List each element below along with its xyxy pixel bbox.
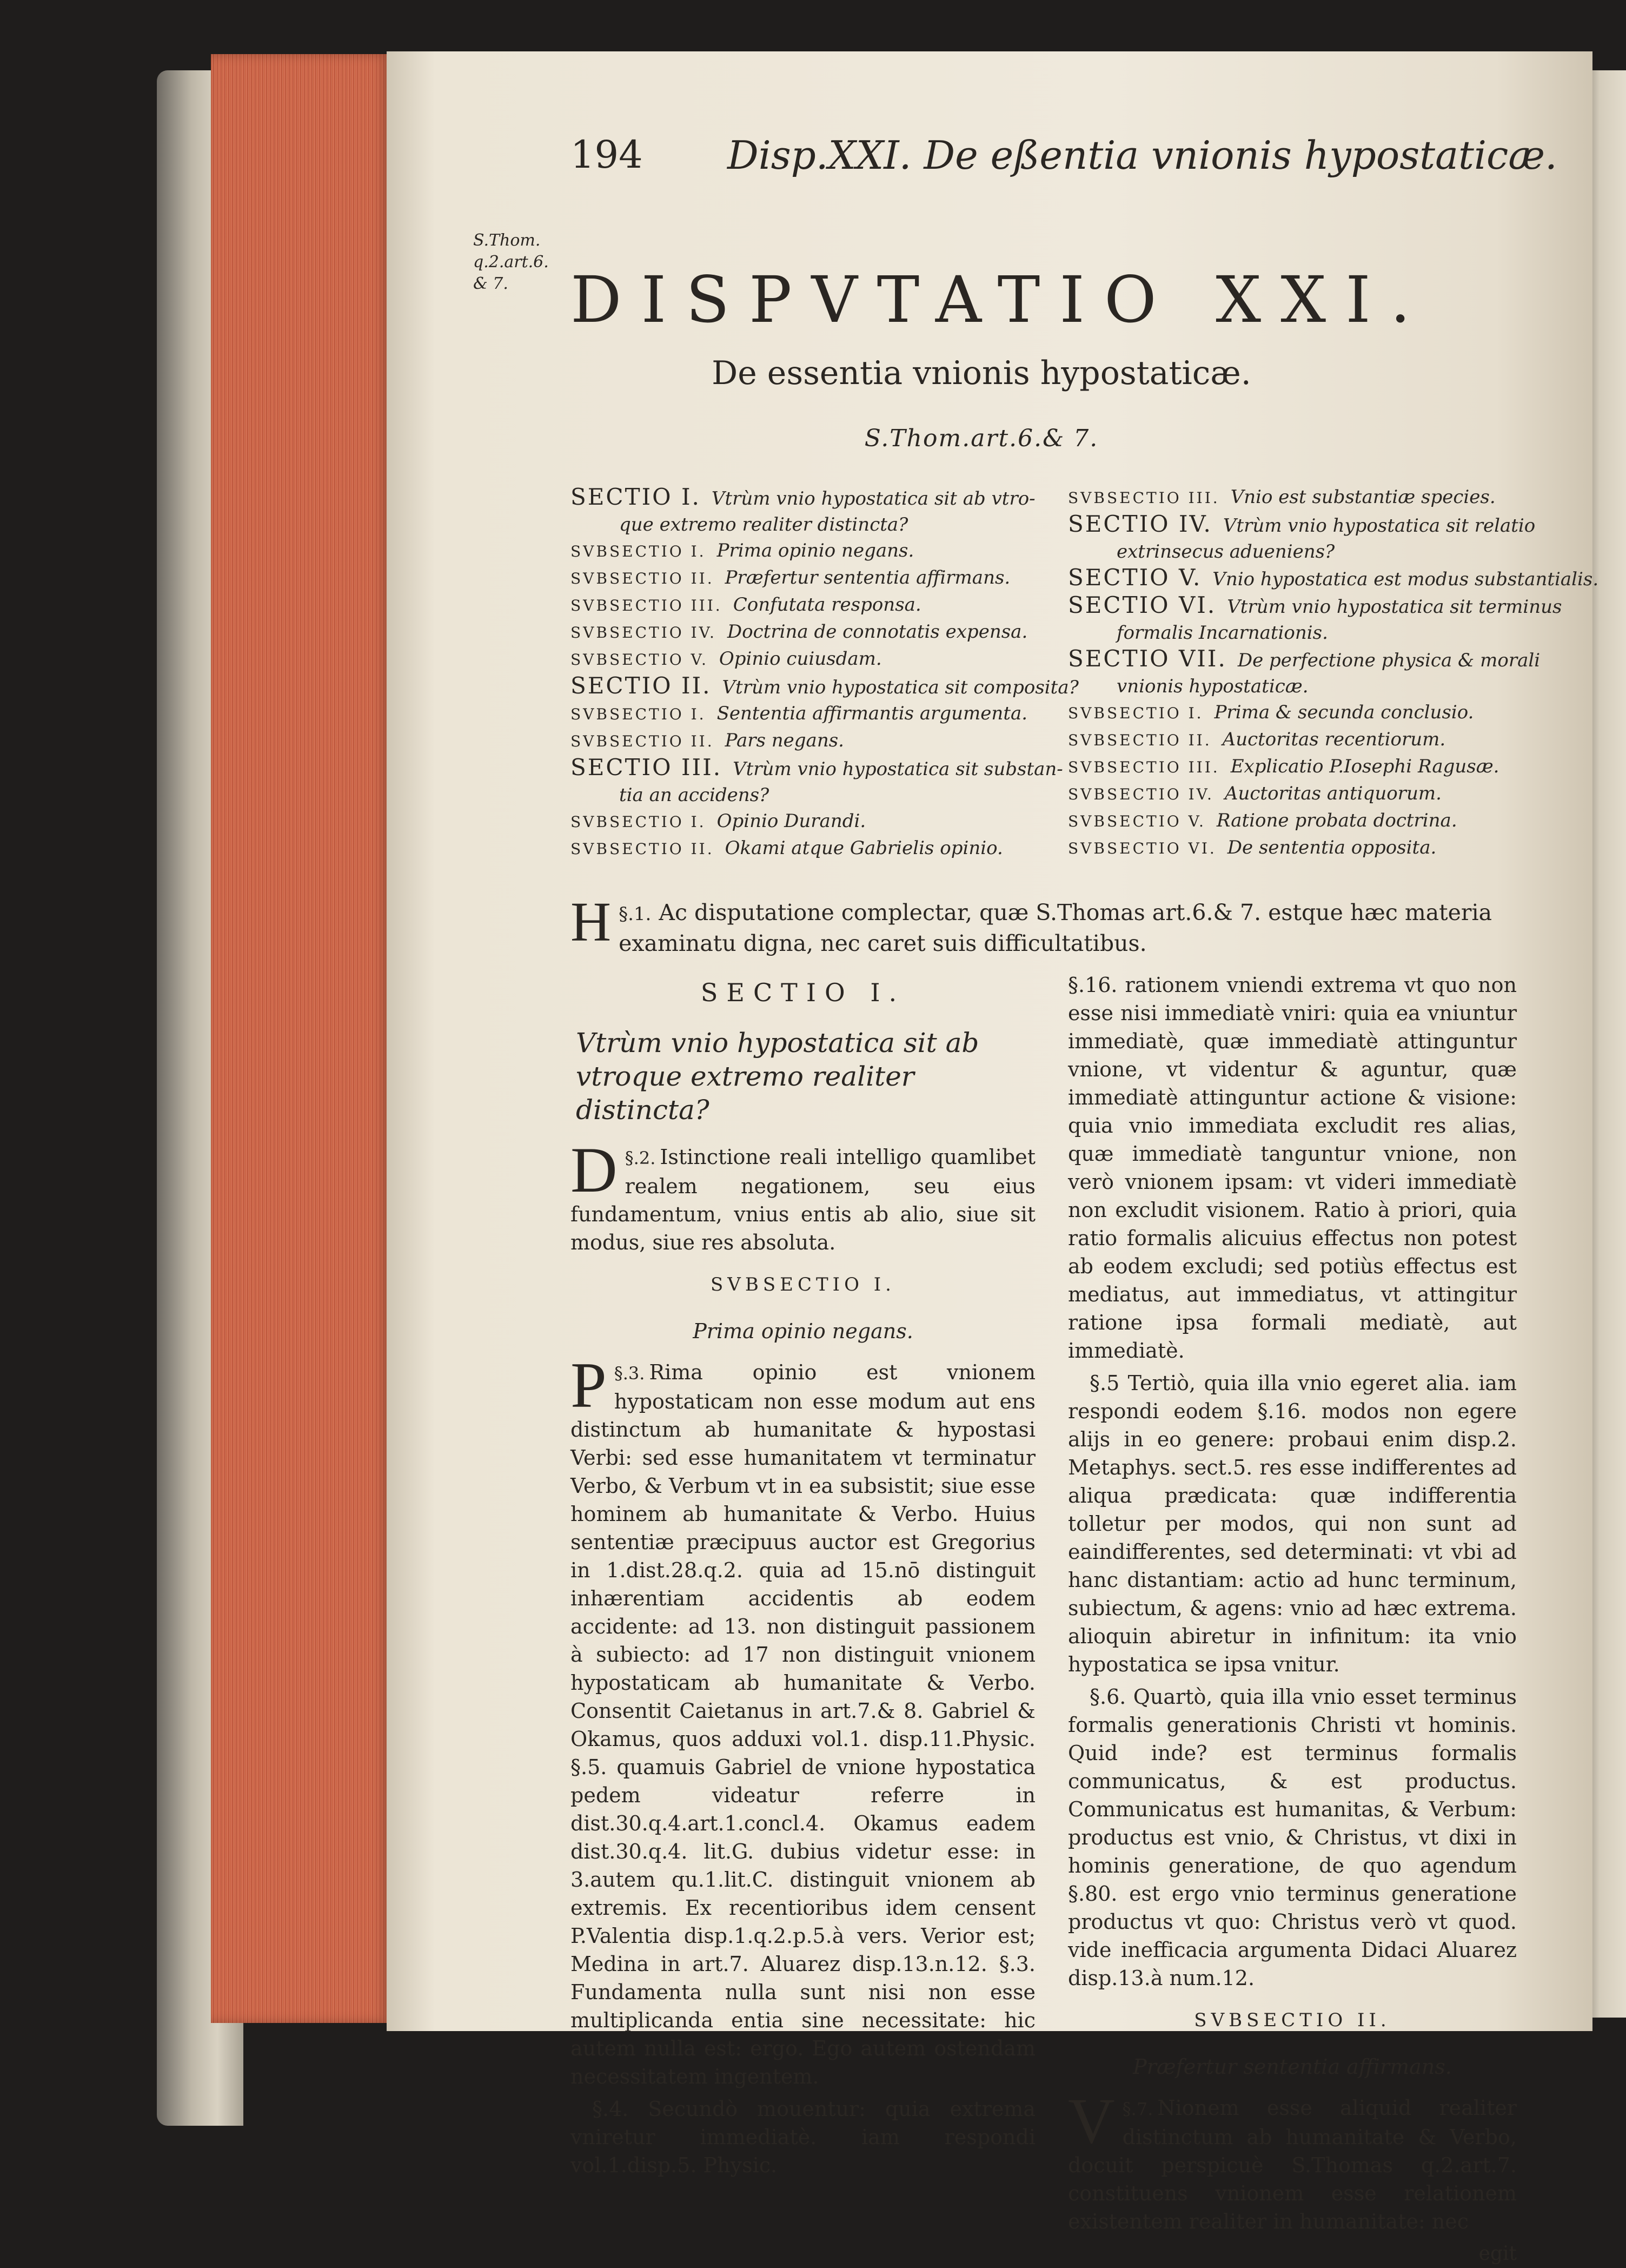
toc-title: Opinio Durandi. (716, 810, 866, 832)
right-column (1068, 971, 1517, 2268)
intro-text: Ac disputatione complectar, quæ S.Thomas art.6.& 7. estque hæc materia examinatu digna, nec caret suis difficultatibus. (619, 900, 1492, 956)
toc-label: SECTIO IV. (1068, 511, 1212, 537)
toc-label: SVBSECTIO III. (1068, 489, 1220, 507)
toc-title-continued: que extremo realiter distincta? (619, 514, 908, 535)
toc-label: SVBSECTIO III. (570, 597, 722, 614)
disputation-subtitle: De essentia vnionis hypostaticæ. (712, 354, 1251, 392)
toc-entry (570, 592, 1068, 619)
paragraph-4: §.4. Secundò mouentur: quia extrema vniretur immediatè. iam respondi vol.1.disp.5. Physic. (570, 2097, 1036, 2177)
toc-title: Opinio cuiusdam. (719, 648, 882, 670)
toc-title-continued: vnionis hypostaticæ. (1117, 676, 1309, 697)
toc-entry (570, 808, 1068, 835)
paragraph-mark: §.3. (614, 1363, 645, 1384)
toc-title: Okami atque Gabrielis opinio. (725, 837, 1003, 859)
book-page (387, 51, 1599, 2265)
toc-entry (1068, 564, 1599, 592)
toc-entry (1068, 511, 1555, 539)
left-column (570, 971, 1036, 2184)
toc-entry (570, 672, 1079, 700)
paragraph-7 (1068, 2085, 1517, 2236)
toc-entry (1068, 781, 1555, 808)
running-head: Disp.XXI. De eßentia vnionis hypostaticæ. (727, 133, 1557, 178)
toc-label: SVBSECTIO III. (1068, 758, 1220, 776)
drop-cap: D (570, 1134, 618, 1206)
toc-entry (1068, 592, 1562, 620)
toc-title: Auctoritas antiquorum. (1224, 783, 1442, 804)
toc-title: Vnio est substantiæ species. (1230, 486, 1496, 508)
toc-entry (570, 646, 1068, 673)
toc-entry (570, 755, 1068, 782)
toc-label: SVBSECTIO I. (570, 705, 706, 723)
toc-entry (1068, 808, 1555, 835)
toc-title: Vtrùm vnio hypostatica sit relatio (1223, 515, 1536, 537)
toc-title: Vtrùm vnio hypostatica sit ab vtro- (711, 488, 1036, 510)
toc-label: SVBSECTIO I. (1068, 704, 1204, 722)
toc-entry (570, 484, 1068, 512)
toc-title: Præfertur sententia affirmans. (725, 567, 1011, 589)
drop-cap: H (570, 891, 612, 953)
thomas-reference: S.Thom.art.6.& 7. (864, 425, 1099, 452)
toc-label: SVBSECTIO II. (570, 570, 714, 587)
table-of-contents-left (570, 484, 1079, 862)
toc-title: Vtrùm vnio hypostatica sit terminus (1227, 596, 1562, 618)
paragraph-mark: §.7. (1122, 2099, 1153, 2119)
toc-title: Confutata responsa. (733, 594, 921, 616)
toc-title: Sententia affirmantis argumenta. (716, 703, 1028, 724)
toc-entry (1068, 646, 1555, 673)
toc-title: Pars negans. (725, 730, 844, 751)
subsection-title: Præfertur sententia affirmans. (1133, 2055, 1452, 2079)
toc-label: SECTIO VI. (1068, 592, 1217, 618)
toc-title: De perfectione physica & morali (1237, 650, 1541, 671)
toc-label: SVBSECTIO I. (570, 543, 706, 560)
paragraph-3 (570, 1349, 1036, 2091)
toc-title: Vnio hypostatica est modus substantialis. (1212, 568, 1599, 590)
toc-entry (1068, 753, 1555, 781)
toc-label: SECTIO III. (570, 754, 722, 781)
toc-entry (570, 565, 1068, 592)
toc-title: Doctrina de connotatis expensa. (727, 621, 1028, 643)
toc-label: SECTIO VII. (1068, 645, 1227, 672)
toc-title: Vtrùm vnio hypostatica sit substan- (733, 758, 1063, 780)
paragraph-text: Nionem esse aliquid realiter distinctum ab humanitate & Verbo, docuit perspicuè S.Thomas q.2.art.7. constituens vnionem esse relationem existentem realiter in humanitate: nec (1068, 2096, 1517, 2233)
toc-title: Prima & secunda conclusio. (1214, 702, 1474, 723)
toc-label: SVBSECTIO IV. (1068, 785, 1214, 803)
intro-paragraph (570, 891, 1533, 958)
toc-title-continued: tia an accidens? (619, 784, 769, 806)
disputation-title: DISPVTATIO XXI. (570, 262, 1430, 337)
toc-title: De sententia opposita. (1227, 837, 1437, 858)
table-of-contents-right (1068, 484, 1599, 862)
toc-title-continued: extrinsecus adueniens? (1117, 541, 1335, 563)
page-header (570, 133, 1598, 197)
toc-entry (1068, 484, 1555, 511)
page-number: 194 (570, 133, 643, 177)
toc-entry (1068, 835, 1555, 862)
toc-entry (570, 619, 1068, 646)
paragraph-16: §.16. rationem vniendi extrema vt quo non esse nisi immediatè vniri: quia ea vniuntur immediatè, quæ immediatè attinguntur vnione, vt videntur & aguntur, quæ immediatè attinguntur actione & visione: quia vnio immediata excludit res alias, quæ immediatè tanguntur vnione, non verò vnionem ipsam: vt videri immediatè non excludit visionem. Ratio à priori, quia ratio formalis alicuius effectus non potest ab eodem excludi; sed potiùs effectus est mediatus, aut immediatus, vt attingitur ratione ipsa formali mediatè, aut immediatè. (1068, 973, 1517, 1363)
section-question: Vtrùm vnio hypostatica sit ab vtroque extremo realiter distincta? (576, 1027, 979, 1126)
catchword: egit (1478, 2243, 1517, 2265)
toc-title: Prima opinio negans. (716, 540, 914, 561)
toc-label: SVBSECTIO V. (570, 651, 708, 669)
toc-title: Auctoritas recentiorum. (1222, 729, 1446, 750)
toc-label: SVBSECTIO V. (1068, 812, 1206, 830)
paragraph-5: §.5 Tertiò, quia illa vnio egeret alia. iam respondi eodem §.16. modos non egere alijs in eo genere: probaui enim disp.2. Metaphys. sect.5. res esse indifferentes ad aliqua prædicata: quæ indifferentia tolletur per modos, qui non sunt ad eaindifferentes, sed determinati: vt vbi ad hanc distantiam: actio ad hunc terminum, subiectum, & agens: vnio ad hæc extrema. alioquin abiretur in infinitum: ita vnio hypostatica se ipsa vnitur. (1068, 1371, 1517, 1676)
toc-label: SVBSECTIO II. (1068, 731, 1212, 749)
toc-label: SVBSECTIO IV. (570, 624, 716, 642)
margin-note-line: & 7. (473, 274, 508, 293)
toc-label: SECTIO II. (570, 672, 712, 699)
toc-label: SECTIO I. (570, 484, 701, 510)
toc-label: SVBSECTIO I. (570, 813, 706, 831)
toc-label: SVBSECTIO II. (570, 840, 714, 858)
toc-entry (1068, 726, 1555, 753)
subsection-heading: SVBSECTIO II. (1194, 2009, 1391, 2031)
margin-note-line: q.2.art.6. (473, 253, 549, 272)
red-page-edges (211, 54, 389, 2023)
toc-label: SVBSECTIO II. (570, 732, 714, 750)
drop-cap: V (1068, 2085, 1115, 2157)
margin-note-line: S.Thom. (473, 231, 541, 250)
toc-entry (570, 700, 1068, 728)
toc-title: Vtrùm vnio hypostatica sit composita? (722, 677, 1079, 698)
toc-entry (1068, 699, 1555, 726)
paragraph-mark: §.1. (619, 903, 652, 925)
paragraph-6: §.6. Quartò, quia illa vnio esset terminus formalis generationis Christi vt hominis. Quid inde? est terminus formalis communicatus, & est productus. Communicatus est humanitas, & Verbum: productus est vnio, & Christus, vt dixi in hominis generatione, de quo agendum §.80. est ergo vnio terminus generatione productus vt quo: Christus verò vt quod. vide inefficacia argumenta Didaci Aluarez disp.13.à num.12. (1068, 1685, 1517, 1990)
toc-label: SECTIO V. (1068, 564, 1202, 591)
section-heading: SECTIO I. (700, 978, 906, 1007)
toc-entry (570, 835, 1068, 862)
toc-title-continued: formalis Incarnationis. (1117, 622, 1328, 644)
drop-cap: P (570, 1349, 607, 1421)
subsection-title: Prima opinio negans. (693, 1319, 913, 1343)
paragraph-2 (570, 1134, 1036, 1257)
toc-entry (570, 538, 1068, 565)
toc-entry (570, 728, 1068, 755)
subsection-heading: SVBSECTIO I. (711, 1274, 895, 1295)
toc-label: SVBSECTIO VI. (1068, 839, 1217, 857)
paragraph-text: Rima opinio est vnionem hypostaticam non esse modum aut ens distinctum ab humanitate & hypostasi Verbi: sed esse humanitatem vt terminatur Verbo, & Verbum vt in ea subsistit; siue esse hominem ab humanitate & Verbo. Huius sententiæ præcipuus auctor est Gregorius in 1.dist.28.q.2. quia ad 15.nō distinguit inhærentiam accidentis ab eodem accidente: ad 13. non distinguit passionem à subiecto: ad 17 non distinguit vnionem hypostaticam ab humanitate & Verbo. Consentit Caietanus in art.7.& 8. Gabriel & Okamus, quos adduxi vol.1. disp.11.Physic. §.5. quamuis Gabriel de vnione hypostatica pedem videatur referre in dist.30.q.4.art.1.concl.4. Okamus eadem dist.30.q.4. lit.G. dubius videtur esse: in 3.autem qu.1.lit.C. distinguit vnionem ab extremis. Ex recentioribus idem censent P.Valentia disp.1.q.2.p.5.à vers. Verior est; Medina in art.7. Aluarez disp.13.n.12. §.3. Fundamenta nulla sunt nisi non esse multiplicanda entia sine necessitate: hic autem nulla est: ergo. Ego autem ostendam necessitatem ingentem. (570, 1360, 1036, 2088)
toc-title: Explicatio P.Iosephi Ragusæ. (1230, 756, 1499, 777)
paragraph-text: Istinctione reali intelligo quamlibet realem negationem, seu eius fundamentum, vnius entis ab alio, siue sit modus, siue res absoluta. (570, 1145, 1036, 1254)
toc-title: Ratione probata doctrina. (1216, 810, 1457, 831)
paragraph-mark: §.2. (625, 1148, 656, 1168)
margin-note (473, 230, 581, 295)
